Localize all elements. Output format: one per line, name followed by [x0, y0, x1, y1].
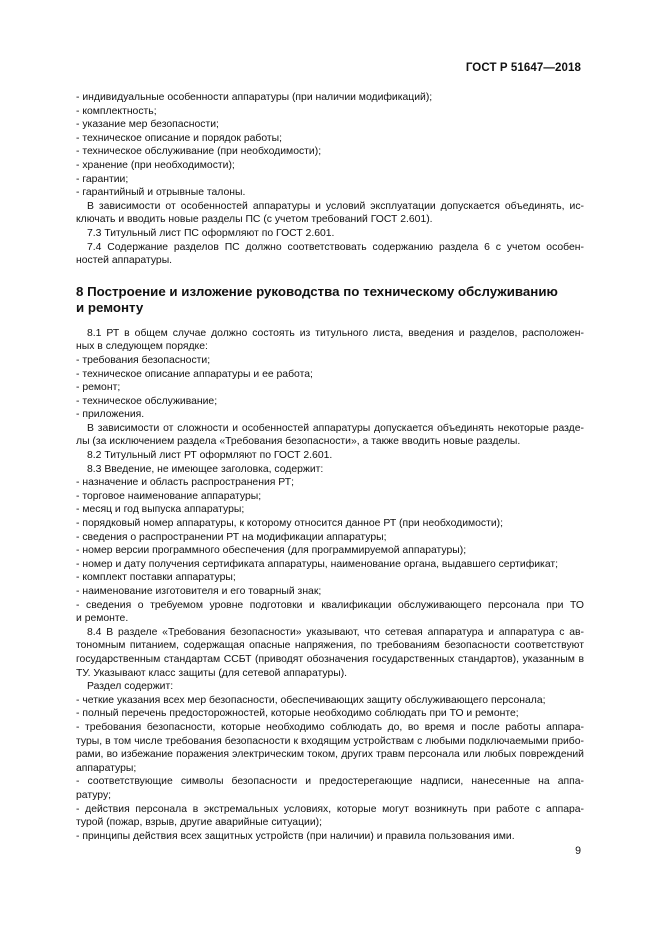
text-line: 8.1 РТ в общем случае должно состоять из титульного листа, введения и разделов, расположен- — [87, 327, 584, 339]
text-line: и ремонте. — [76, 613, 129, 625]
text-line: - сведения о распространении РТ на модификации аппаратуры; — [76, 531, 387, 543]
text-line: 8.2 Титульный лист РТ оформляют по ГОСТ 2.601. — [87, 450, 333, 462]
text-line: - соответствующие символы безопасности и предостерегающие надписи, нанесенные на аппа- — [76, 776, 584, 788]
text-line: ТУ. Указывают класс защиты (для сетевой аппаратуры). — [76, 667, 348, 679]
text-line: аппаратуры; — [76, 762, 137, 774]
text-line: - указание мер безопасности; — [76, 119, 219, 131]
text-line: тономным питанием, содержащая опасные напряжения, по требованиям безопасности соответствуют — [76, 640, 584, 652]
text-line: - полный перечень предосторожностей, которые необходимо соблюдать при ТО и ремонте; — [76, 708, 519, 720]
text-line: - техническое обслуживание; — [76, 395, 218, 407]
text-line: - действия персонала в экстремальных условиях, которые могут возникнуть при работе с аппара- — [76, 803, 584, 815]
text-line: - гарантийный и отрывные талоны. — [76, 187, 246, 199]
text-line: - ремонт; — [76, 382, 121, 394]
text-line: - сведения о требуемом уровне подготовки и квалификации обслуживающего персонала при ТО — [76, 599, 584, 611]
text-line: В зависимости от сложности и особенностей аппаратуры допускается объединять некоторые разде- — [87, 422, 584, 434]
text-line: ключать и вводить новые разделы ПС (с учетом требований ГОСТ 2.601). — [76, 214, 433, 226]
text-line: - приложения. — [76, 409, 145, 421]
text-line: - комплектность; — [76, 105, 157, 117]
text-line: ратуру; — [76, 789, 112, 801]
page-number: 9 — [575, 845, 581, 857]
text-line: турой (пожар, взрыв, другие аварийные ситуации); — [76, 817, 322, 829]
text-line: - техническое обслуживание (при необходимости); — [76, 146, 322, 158]
text-line: 7.4 Содержание разделов ПС должно соответствовать содержанию раздела 6 с учетом особен- — [87, 241, 584, 253]
text-line: В зависимости от особенностей аппаратуры и условий эксплуатации допускается объединять, ис- — [87, 200, 584, 212]
text-line: ностей аппаратуры. — [76, 255, 173, 267]
text-line: - гарантии; — [76, 173, 129, 185]
section-heading: и ремонту — [76, 299, 144, 315]
text-line: - номер и дату получения сертификата аппаратуры, наименование органа, выдавшего сертификат; — [76, 558, 559, 570]
text-line: туры, в том числе требования безопасности к входящим устройствам с любыми подключаемыми прибо- — [76, 735, 584, 747]
text-line: - комплект поставки аппаратуры; — [76, 572, 236, 584]
text-line: - наименование изготовителя и его товарный знак; — [76, 586, 322, 597]
text-line: 8.4 В разделе «Требования безопасности» указывают, что сетевая аппаратура и аппаратура с ав- — [87, 626, 584, 638]
text-line: - требования безопасности, которые необходимо соблюдать до, во время и после работы аппара- — [76, 721, 584, 733]
text-line: лы (за исключением раздела «Требования безопасности», а также вводить новые разделы. — [76, 436, 521, 448]
text-line: - индивидуальные особенности аппаратуры (при наличии модификаций); — [76, 92, 433, 103]
text-line: Раздел содержит: — [87, 681, 174, 693]
text-line: - торговое наименование аппаратуры; — [76, 490, 262, 502]
page-content — [76, 91, 584, 843]
text-line: 8.3 Введение, не имеющее заголовка, содержит: — [87, 463, 324, 475]
text-line: - порядковый номер аппаратуры, к которому относится данное РТ (при необходимости); — [76, 518, 504, 530]
text-line: - четкие указания всех мер безопасности, обеспечивающих защиту обслуживающего персонала; — [76, 694, 546, 706]
text-line: - принципы действия всех защитных устройств (при наличии) и правила пользования ими. — [76, 830, 515, 842]
text-line: рами, во избежание поражения электрическим током, других травм персонала или любых повреждений — [76, 749, 584, 761]
text-line: - номер версии программного обеспечения (для программируемой аппаратуры); — [76, 545, 467, 557]
text-line: - хранение (при необходимости); — [76, 159, 235, 171]
text-line: - техническое описание и порядок работы; — [76, 132, 282, 144]
document-header: ГОСТ Р 51647—2018 — [465, 62, 581, 74]
text-line: - назначение и область распространения РТ; — [76, 477, 294, 489]
text-line: ных в следующем порядке: — [76, 341, 208, 353]
text-line: государственным стандартам ССБТ (приводят обозначения государственных стандартов), указанным в — [76, 653, 584, 665]
text-line: - техническое описание аппаратуры и ее работа; — [76, 368, 313, 380]
text-line: 7.3 Титульный лист ПС оформляют по ГОСТ 2.601. — [87, 227, 335, 239]
text-line: - месяц и год выпуска аппаратуры; — [76, 504, 245, 516]
section-heading: 8 Построение и изложение руководства по техническому обслуживанию — [76, 283, 558, 299]
text-line: - требования безопасности; — [76, 354, 211, 366]
